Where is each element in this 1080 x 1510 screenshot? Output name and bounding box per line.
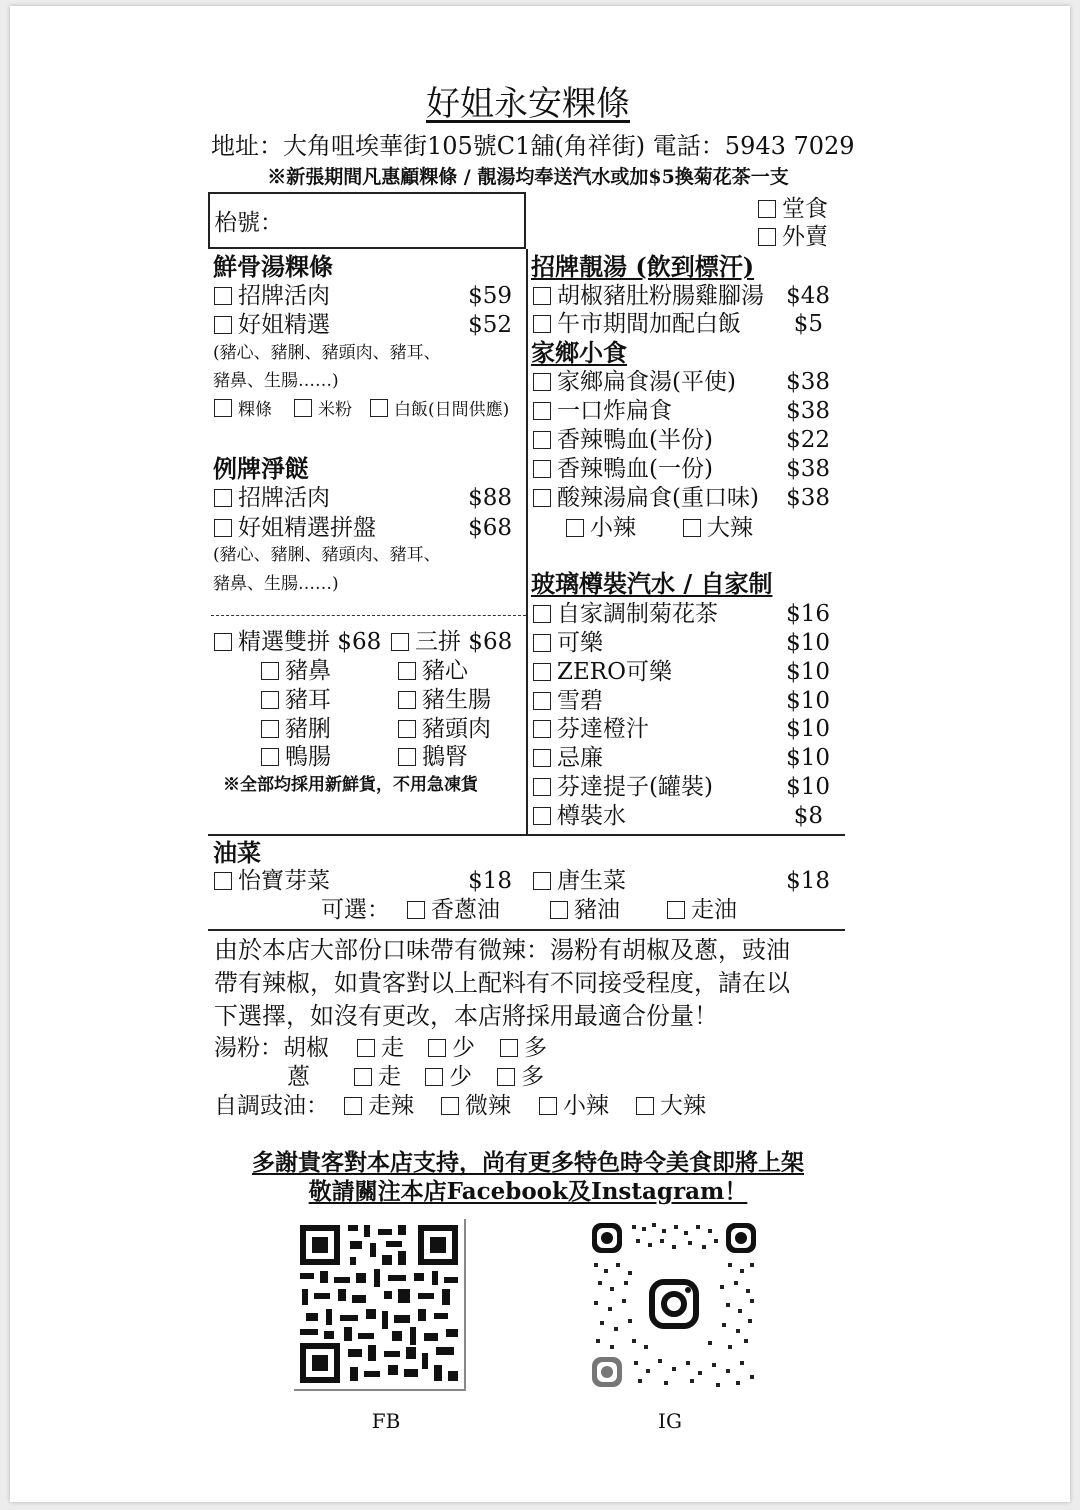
drink-price: $8 (793, 803, 823, 829)
drink-item[interactable]: 雪碧 (533, 687, 603, 715)
checkbox[interactable] (636, 1097, 654, 1115)
pepper-level[interactable]: 多 (500, 1034, 547, 1062)
dine-in-option[interactable]: 堂食 (758, 195, 828, 223)
checkbox[interactable] (214, 489, 232, 507)
fb-qr-image (294, 1219, 464, 1389)
soy-level[interactable]: 走辣 (344, 1092, 414, 1120)
section-divider (208, 834, 845, 836)
veg-option[interactable]: 香蔥油 (407, 896, 500, 924)
checkbox[interactable] (533, 749, 551, 767)
table-number-label: 枱號： (214, 210, 283, 236)
side-dishes-title: 例牌淨餸 (213, 454, 309, 483)
snack-price-4: $38 (786, 456, 830, 482)
veg-option[interactable]: 豬油 (550, 896, 620, 924)
dine-in-checkbox[interactable] (758, 200, 776, 218)
bone-soup-note: (豬心、豬脷、豬頭肉、豬耳、 (213, 343, 441, 363)
checkbox[interactable] (533, 402, 551, 420)
fb-label: FB (371, 1409, 401, 1433)
checkbox[interactable] (533, 872, 551, 890)
veg-price-2: $18 (786, 868, 830, 894)
column-divider (526, 249, 528, 835)
checkbox[interactable] (357, 1039, 375, 1057)
drink-price: $10 (786, 774, 830, 800)
veg-optional-label: 可選： (321, 897, 390, 923)
onion-level[interactable]: 走 (354, 1063, 401, 1091)
drink-price: $10 (786, 630, 830, 656)
checkbox[interactable] (354, 1068, 372, 1086)
checkbox[interactable] (533, 692, 551, 710)
checkbox[interactable] (533, 605, 551, 623)
side-dish-item-2[interactable]: 好姐精選拼盤 (214, 514, 376, 542)
bone-soup-item-1[interactable]: 招牌活肉 (214, 282, 330, 310)
checkbox[interactable] (261, 691, 279, 709)
takeaway-option[interactable]: 外賣 (758, 223, 828, 251)
checkbox[interactable] (533, 460, 551, 478)
soy-level[interactable]: 大辣 (636, 1092, 706, 1120)
checkbox[interactable] (407, 901, 425, 919)
signature-soup-price-1: $48 (786, 283, 830, 309)
side-dish-price-2: $68 (468, 515, 512, 541)
combo-part[interactable]: 豬耳 (261, 686, 331, 714)
base-option-3[interactable]: 白飯(日間供應) (370, 398, 509, 422)
snack-item-1[interactable]: 家鄉扁食湯(平使) (533, 368, 736, 396)
promo-line: ※新張期間凡惠顧粿條 / 靚湯均奉送汽水或加$5換菊花茶一支 (267, 166, 789, 188)
base-option-2[interactable]: 米粉 (294, 398, 352, 422)
drink-item[interactable]: 芬達提子(罐裝) (533, 773, 713, 801)
combo-part[interactable]: 鴨腸 (261, 743, 331, 771)
snack-price-2: $38 (786, 398, 830, 424)
snack-price-5: $38 (786, 485, 830, 511)
signature-soup-title: 招牌靚湯 (飲到標汗) (531, 252, 755, 281)
combo-triple[interactable]: 三拼 $68 (391, 628, 512, 656)
signature-soup-price-2: $5 (793, 311, 823, 337)
soy-level[interactable]: 小辣 (539, 1092, 609, 1120)
drink-item[interactable]: 自家調制菊花茶 (533, 600, 718, 628)
checkbox[interactable] (683, 519, 701, 537)
checkbox[interactable] (533, 287, 551, 305)
veg-option[interactable]: 走油 (667, 896, 737, 924)
checkbox[interactable] (261, 748, 279, 766)
checkbox[interactable] (261, 720, 279, 738)
snacks-title: 家鄉小食 (531, 338, 627, 367)
checkbox[interactable] (533, 373, 551, 391)
checkbox[interactable] (214, 399, 232, 417)
checkbox[interactable] (533, 807, 551, 825)
ig-qr-image (588, 1219, 760, 1389)
pepper-level[interactable]: 走 (357, 1034, 404, 1062)
checkbox[interactable] (533, 720, 551, 738)
drinks-title: 玻璃樽裝汽水 / 自家制 (531, 569, 773, 598)
drink-price: $10 (786, 688, 830, 714)
checkbox[interactable] (428, 1039, 446, 1057)
checkbox[interactable] (344, 1097, 362, 1115)
checkbox[interactable] (398, 691, 416, 709)
fb-qr-code[interactable] (294, 1219, 466, 1391)
checkbox[interactable] (398, 662, 416, 680)
drink-item[interactable]: 可樂 (533, 629, 603, 657)
checkbox[interactable] (497, 1068, 515, 1086)
soy-label: 自調豉油： (214, 1093, 329, 1119)
checkbox[interactable] (425, 1068, 443, 1086)
onion-label: 蔥 (287, 1064, 310, 1090)
checkbox[interactable] (533, 489, 551, 507)
combo-double[interactable]: 精選雙拼 $68 (214, 628, 381, 656)
veg-item-1[interactable]: 怡寶芽菜 (214, 867, 330, 895)
drink-price: $10 (786, 716, 830, 742)
combo-part[interactable]: 豬脷 (261, 715, 331, 743)
checkbox[interactable] (533, 634, 551, 652)
checkbox[interactable] (214, 872, 232, 890)
snack-item-5[interactable]: 酸辣湯扁食(重口味) (533, 484, 759, 512)
spice-note-line: 由於本店大部份口味帶有微辣：湯粉有胡椒及蔥，豉油 (214, 936, 790, 964)
snack-item-3[interactable]: 香辣鴨血(半份) (533, 426, 713, 454)
checkbox[interactable] (398, 748, 416, 766)
checkbox[interactable] (533, 778, 551, 796)
drink-item[interactable]: 樽裝水 (533, 802, 626, 830)
drink-item[interactable]: 芬達橙汁 (533, 715, 649, 743)
signature-soup-item-2[interactable]: 午市期間加配白飯 (533, 310, 741, 338)
veg-price-1: $18 (468, 868, 512, 894)
bone-soup-price-1: $59 (468, 283, 512, 309)
spice-big-option[interactable]: 大辣 (683, 514, 753, 542)
spice-small-option[interactable]: 小辣 (566, 514, 636, 542)
combo-part[interactable]: 豬鼻 (261, 657, 331, 685)
checkbox[interactable] (533, 431, 551, 449)
drink-price: $16 (786, 601, 830, 627)
veg-item-2[interactable]: 唐生菜 (533, 867, 626, 895)
pepper-level[interactable]: 少 (428, 1034, 475, 1062)
soup-pepper-label: 湯粉：胡椒 (214, 1035, 329, 1061)
follow-line: 敬請關注本店Facebook及Instagram！ (308, 1178, 748, 1205)
snack-item-2[interactable]: 一口炸扁食 (533, 397, 672, 425)
drink-price: $10 (786, 745, 830, 771)
checkbox[interactable] (214, 287, 232, 305)
checkbox[interactable] (539, 1097, 557, 1115)
bone-soup-note: 豬鼻、生腸……) (213, 371, 339, 391)
combo-part[interactable]: 豬頭肉 (398, 715, 491, 743)
onion-level[interactable]: 多 (497, 1063, 544, 1091)
bone-soup-item-2[interactable]: 好姐精選 (214, 311, 330, 339)
combo-part[interactable]: 豬生腸 (398, 686, 491, 714)
checkbox[interactable] (294, 399, 312, 417)
address-line: 地址：大角咀埃華街105號C1舖(角祥街) 電話：5943 7029 (211, 132, 855, 160)
spice-note-line: 下選擇，如沒有更改，本店將採用最適合份量！ (214, 1002, 718, 1030)
checkbox[interactable] (214, 316, 232, 334)
checkbox[interactable] (566, 519, 584, 537)
checkbox[interactable] (214, 519, 232, 537)
checkbox[interactable] (500, 1039, 518, 1057)
side-dish-item-1[interactable]: 招牌活肉 (214, 484, 330, 512)
veg-title: 油菜 (213, 838, 261, 867)
checkbox[interactable] (533, 663, 551, 681)
drink-price: $10 (786, 659, 830, 685)
checkbox[interactable] (533, 315, 551, 333)
side-dish-note: 豬鼻、生腸……) (213, 574, 339, 594)
drink-item[interactable]: 忌廉 (533, 744, 603, 772)
thanks-line: 多謝貴客對本店支持，尚有更多特色時令美食即將上架 (252, 1149, 804, 1176)
bone-soup-title: 鮮骨湯粿條 (213, 252, 333, 281)
checkbox[interactable] (214, 633, 232, 651)
snack-item-4[interactable]: 香辣鴨血(一份) (533, 455, 713, 483)
soy-level[interactable]: 微辣 (441, 1092, 511, 1120)
combo-part[interactable]: 豬心 (398, 657, 468, 685)
checkbox[interactable] (391, 633, 409, 651)
ig-label: IG (658, 1409, 682, 1433)
drink-item[interactable]: ZERO可樂 (533, 658, 672, 686)
checkbox[interactable] (441, 1097, 459, 1115)
shop-name: 好姐永安粿條 (426, 84, 630, 124)
takeaway-checkbox[interactable] (758, 228, 776, 246)
section-divider (208, 929, 845, 931)
ig-qr-code[interactable] (588, 1219, 760, 1389)
fresh-note: ※全部均採用新鮮貨，不用急凍貨 (223, 775, 478, 795)
snack-price-1: $38 (786, 369, 830, 395)
spice-note-line: 帶有辣椒，如貴客對以上配料有不同接受程度，請在以 (214, 969, 790, 997)
checkbox[interactable] (261, 662, 279, 680)
dashed-divider (211, 615, 526, 616)
onion-level[interactable]: 少 (425, 1063, 472, 1091)
signature-soup-item-1[interactable]: 胡椒豬肚粉腸雞腳湯 (533, 282, 764, 310)
snack-price-3: $22 (786, 427, 830, 453)
base-option-1[interactable]: 粿條 (214, 398, 272, 422)
bone-soup-price-2: $52 (468, 312, 512, 338)
side-dish-price-1: $88 (468, 485, 512, 511)
side-dish-note: (豬心、豬脷、豬頭肉、豬耳、 (213, 545, 441, 565)
combo-part[interactable]: 鵝腎 (398, 743, 468, 771)
checkbox[interactable] (550, 901, 568, 919)
checkbox[interactable] (370, 399, 388, 417)
checkbox[interactable] (667, 901, 685, 919)
checkbox[interactable] (398, 720, 416, 738)
